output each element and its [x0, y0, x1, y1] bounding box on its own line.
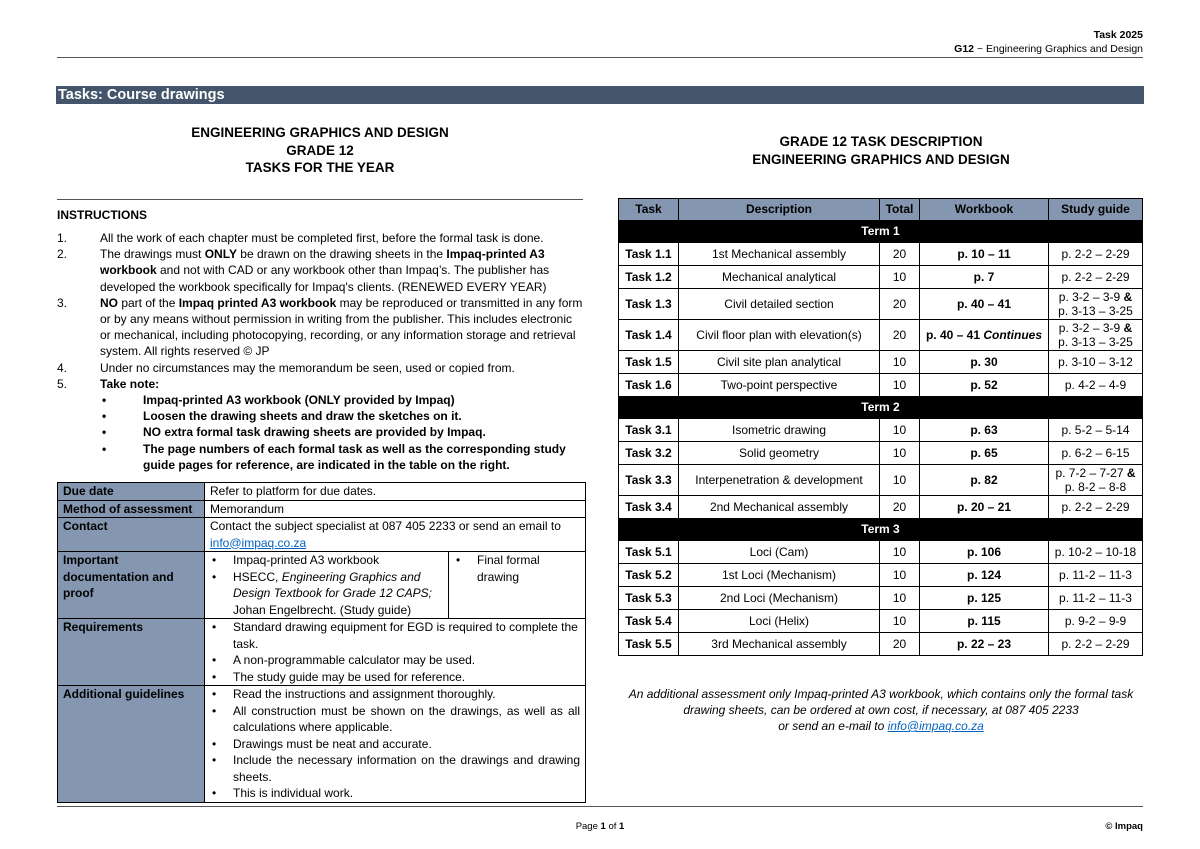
table-row [58, 552, 586, 619]
requirements-label: Requirements [58, 619, 205, 686]
header-study-guide: Study guide [1049, 199, 1143, 221]
table-header-row [619, 199, 1143, 221]
table-row: Task 5.2 1st Loci (Mechanism) 10 p. 124 p. 11-2 – 11-3 [619, 564, 1143, 587]
proof-list: • Final formal drawing [449, 552, 586, 619]
term-row: Term 3 [619, 519, 1143, 541]
documentation-list: • Impaq-printed A3 workbook • HSECC, Engineering Graphics and Design Textbook for Grade 12 CAPS; Johan Engelbrecht. (Study guide) [205, 552, 449, 619]
table-row: Task 1.6 Two-point perspective 10 p. 52 p. 4-2 – 4-9 [619, 374, 1143, 397]
due-date-label: Due date [58, 483, 205, 501]
copyright: © Impaq [1105, 821, 1143, 832]
contact-value: Contact the subject specialist at 087 405 2233 or send an email to info@impaq.co.za [205, 518, 586, 552]
table-row: Task 5.5 3rd Mechanical assembly 20 p. 22 – 23 p. 2-2 – 2-29 [619, 633, 1143, 656]
instruction-item: 3. NO part of the Impaq printed A3 workbook may be reproduced or transmitted in any form or by any means without permission in writing from the publisher. This includes electronic or mechanical, including photocopying, recording, or any information storage and retrieval system. All rights reserved © JP [57, 295, 583, 359]
header-description: Description [679, 199, 880, 221]
table-row: Task 1.1 1st Mechanical assembly 20 p. 10 – 11 p. 2-2 – 2-29 [619, 243, 1143, 266]
assessment-info-table [57, 482, 586, 803]
right-title: GRADE 12 TASK DESCRIPTION ENGINEERING GRAPHICS AND DESIGN [752, 134, 1010, 167]
contact-email-link[interactable]: info@impaq.co.za [210, 535, 307, 550]
requirements-list: • Standard drawing equipment for EGD is required to complete the task. • A non-programmable calculator may be used. • The study guide may be used for reference. [205, 619, 586, 686]
header-subject: G12 ~ Engineering Graphics and Design [954, 43, 1143, 55]
table-row: Task 3.1 Isometric drawing 10 p. 63 p. 5-2 – 5-14 [619, 419, 1143, 442]
table-row: Task 5.3 2nd Loci (Mechanism) 10 p. 125 p. 11-2 – 11-3 [619, 587, 1143, 610]
header-total: Total [880, 199, 920, 221]
header-task-year: Task 2025 [1093, 29, 1143, 41]
table-row: Task 3.4 2nd Mechanical assembly 20 p. 20 – 21 p. 2-2 – 2-29 [619, 496, 1143, 519]
instruction-item: 5. Take note: [57, 376, 160, 391]
table-row [58, 518, 586, 552]
method-value: Memorandum [205, 500, 586, 518]
term-row: Term 1 [619, 221, 1143, 243]
guidelines-list: • Read the instructions and assignment thoroughly. • All construction must be shown on the drawings, as well as all calculations where applicable. • Drawings must be neat and accurate. • Include the necessary information on the drawings and drawing sheets. • This is individual work. [205, 686, 586, 803]
additional-assessment-note: An additional assessment only Impaq-printed A3 workbook, which contains only the formal task drawing sheets, can be ordered at own cost, if necessary, at 087 405 2233 or send an e-mail to info@impaq.co.za [628, 687, 1134, 733]
table-row: Task 5.1 Loci (Cam) 10 p. 106 p. 10-2 – 10-18 [619, 541, 1143, 564]
table-row [58, 500, 586, 518]
table-row [58, 619, 586, 686]
table-row: Task 1.4 Civil floor plan with elevation(s) 20 p. 40 – 41 Continues p. 3-2 – 3-9 & p. 3-13 – 3-25 [619, 320, 1143, 351]
instruction-item: 4. Under no circumstances may the memorandum be seen, used or copied from. [57, 360, 515, 375]
header-task: Task [619, 199, 679, 221]
note-item: • NO extra formal task drawing sheets are provided by Impaq. [102, 425, 486, 440]
method-label: Method of assessment [58, 500, 205, 518]
table-row: Task 3.2 Solid geometry 10 p. 65 p. 6-2 – 6-15 [619, 442, 1143, 465]
table-row: Task 1.3 Civil detailed section 20 p. 40 – 41 p. 3-2 – 3-9 & p. 3-13 – 3-25 [619, 289, 1143, 320]
table-row: Task 3.3 Interpenetration & development 10 p. 82 p. 7-2 – 7-27 & p. 8-2 – 8-8 [619, 465, 1143, 496]
table-row [58, 483, 586, 501]
section-banner: Tasks: Course drawings [56, 86, 1144, 104]
table-row: Task 1.2 Mechanical analytical 10 p. 7 p. 2-2 – 2-29 [619, 266, 1143, 289]
term-row: Term 2 [619, 397, 1143, 419]
table-row: Task 5.4 Loci (Helix) 10 p. 115 p. 9-2 – 9-9 [619, 610, 1143, 633]
note-email-link[interactable]: info@impaq.co.za [887, 719, 984, 733]
table-row [58, 686, 586, 803]
table-row: Task 1.5 Civil site plan analytical 10 p. 30 p. 3-10 – 3-12 [619, 351, 1143, 374]
note-item: • Loosen the drawing sheets and draw the sketches on it. [102, 409, 462, 424]
instructions-heading: INSTRUCTIONS [57, 208, 147, 222]
instructions-rule [57, 199, 583, 200]
due-date-value: Refer to platform for due dates. [205, 483, 586, 501]
instruction-item: 2. The drawings must ONLY be drawn on the drawing sheets in the Impaq-printed A3 workbook and not with CAD or any workbook other than Impaq’s. The publisher has developed the workbook specifically for Impaq's clients. (RENEWED EVERY YEAR) [57, 247, 550, 294]
note-item: • Impaq-printed A3 workbook (ONLY provided by Impaq) [102, 393, 455, 408]
documentation-label: Important documentation and proof [58, 552, 205, 619]
footer-rule [57, 806, 1143, 807]
note-item: • The page numbers of each formal task as well as the corresponding study guide pages for reference, are indicated in the table on the right. [102, 441, 566, 472]
guidelines-label: Additional guidelines [58, 686, 205, 803]
task-table [618, 198, 1143, 656]
page-number: Page 1 of 1 [575, 821, 625, 832]
header-rule [57, 57, 1143, 58]
instruction-item: 1. All the work of each chapter must be completed first, before the formal task is done. [57, 231, 544, 245]
left-title: ENGINEERING GRAPHICS AND DESIGN GRADE 12 TASKS FOR THE YEAR [191, 125, 449, 175]
contact-label: Contact [58, 518, 205, 552]
instructions-list [57, 230, 585, 473]
header-workbook: Workbook [920, 199, 1049, 221]
